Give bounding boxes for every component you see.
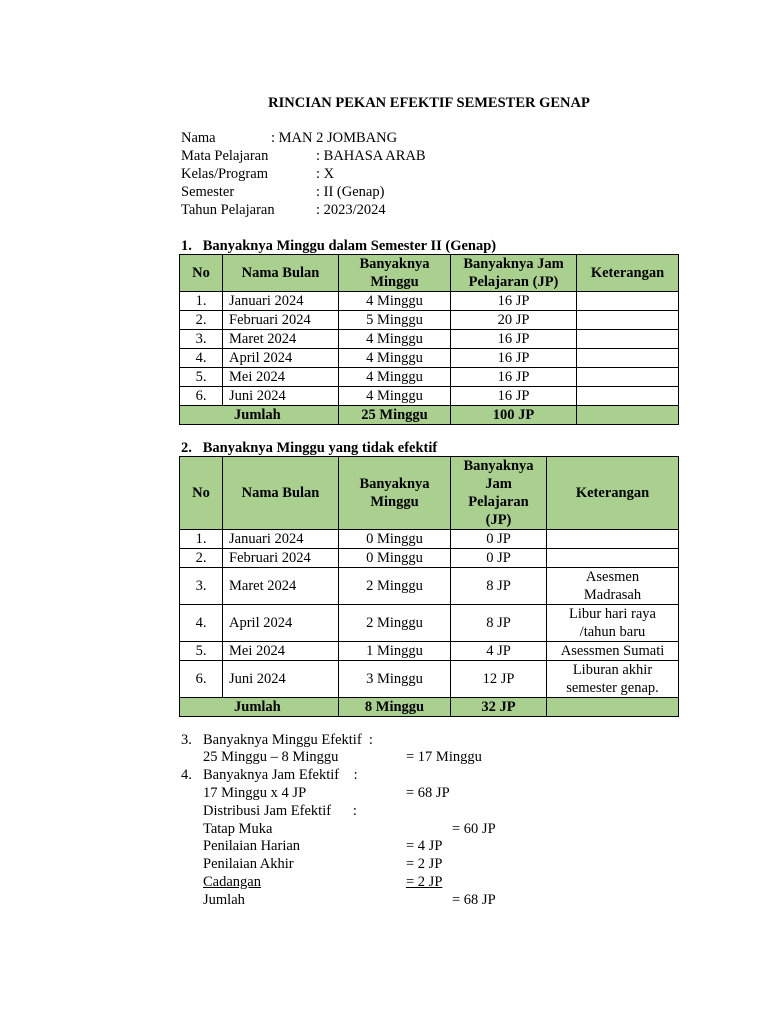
table-row bbox=[180, 292, 679, 311]
cell-minggu: 2 Minggu bbox=[339, 568, 451, 605]
total-minggu: 8 Minggu bbox=[339, 698, 451, 717]
info-value-tahun: : 2023/2024 bbox=[316, 202, 386, 218]
cell-bulan: Januari 2024 bbox=[223, 292, 339, 311]
cell-minggu: 4 Minggu bbox=[339, 368, 451, 387]
cell-bulan: Juni 2024 bbox=[223, 661, 339, 698]
cell-keterangan bbox=[547, 549, 679, 568]
total-keterangan bbox=[547, 698, 679, 717]
cell-jp: 16 JP bbox=[451, 292, 577, 311]
cell-keterangan bbox=[577, 349, 679, 368]
cell-minggu: 4 Minggu bbox=[339, 292, 451, 311]
table-row bbox=[180, 661, 679, 698]
table-row bbox=[180, 387, 679, 406]
header-keterangan: Keterangan bbox=[577, 255, 679, 292]
jumlah-value: = 68 JP bbox=[452, 892, 496, 908]
cell-keterangan bbox=[577, 311, 679, 330]
cell-no: 5. bbox=[180, 642, 223, 661]
section3-label: Banyaknya Minggu Efektif : bbox=[203, 732, 373, 748]
info-label-tahun: Tahun Pelajaran bbox=[181, 202, 275, 218]
cell-bulan: Juni 2024 bbox=[223, 387, 339, 406]
cell-no: 6. bbox=[180, 387, 223, 406]
total-jp: 32 JP bbox=[451, 698, 547, 717]
cell-no: 4. bbox=[180, 349, 223, 368]
cell-no: 3. bbox=[180, 568, 223, 605]
table-row bbox=[180, 330, 679, 349]
cell-minggu: 3 Minggu bbox=[339, 661, 451, 698]
cell-keterangan: Liburan akhir semester genap. bbox=[547, 661, 679, 698]
tatap-muka-value: = 60 JP bbox=[452, 821, 496, 837]
cell-keterangan bbox=[577, 330, 679, 349]
cell-jp: 8 JP bbox=[451, 605, 547, 642]
cell-no: 3. bbox=[180, 330, 223, 349]
cell-jp: 0 JP bbox=[451, 549, 547, 568]
table-row bbox=[180, 605, 679, 642]
cell-jp: 16 JP bbox=[451, 349, 577, 368]
info-label-semester: Semester bbox=[181, 184, 235, 200]
cell-keterangan: Asesmen Madrasah bbox=[547, 568, 679, 605]
penilaian-akhir-value: = 2 JP bbox=[406, 856, 443, 872]
total-keterangan bbox=[577, 406, 679, 425]
info-value-semester: : II (Genap) bbox=[316, 184, 385, 200]
header-no: No bbox=[180, 255, 223, 292]
cell-bulan: Mei 2024 bbox=[223, 642, 339, 661]
header-jam-pelajaran: Banyaknya Jam Pelajaran (JP) bbox=[451, 255, 577, 292]
info-label-kelas: Kelas/Program bbox=[181, 166, 268, 182]
header-jam-pelajaran: Banyaknya Jam Pelajaran (JP) bbox=[451, 457, 547, 530]
cell-minggu: 4 Minggu bbox=[339, 349, 451, 368]
total-minggu: 25 Minggu bbox=[339, 406, 451, 425]
cell-no: 4. bbox=[180, 605, 223, 642]
total-label: Jumlah bbox=[180, 406, 339, 425]
cell-no: 1. bbox=[180, 530, 223, 549]
cell-bulan: Februari 2024 bbox=[223, 549, 339, 568]
section3-result: = 17 Minggu bbox=[406, 749, 482, 765]
table-total-row bbox=[180, 698, 679, 717]
total-jp: 100 JP bbox=[451, 406, 577, 425]
penilaian-akhir-label: Penilaian Akhir bbox=[203, 856, 294, 872]
table-row bbox=[180, 311, 679, 330]
table-row bbox=[180, 568, 679, 605]
jumlah-label: Jumlah bbox=[203, 892, 245, 908]
table-total-row bbox=[180, 406, 679, 425]
effective-weeks-table bbox=[179, 254, 679, 425]
header-keterangan: Keterangan bbox=[547, 457, 679, 530]
info-label-mapel: Mata Pelajaran bbox=[181, 148, 269, 164]
section4-number: 4. bbox=[181, 767, 192, 783]
cell-jp: 8 JP bbox=[451, 568, 547, 605]
cell-no: 2. bbox=[180, 549, 223, 568]
distribution-label: Distribusi Jam Efektif : bbox=[203, 803, 357, 819]
section4-label: Banyaknya Jam Efektif : bbox=[203, 767, 358, 783]
cell-no: 6. bbox=[180, 661, 223, 698]
cell-minggu: 4 Minggu bbox=[339, 330, 451, 349]
cell-minggu: 0 Minggu bbox=[339, 549, 451, 568]
cell-bulan: Mei 2024 bbox=[223, 368, 339, 387]
cell-jp: 16 JP bbox=[451, 330, 577, 349]
cell-no: 1. bbox=[180, 292, 223, 311]
cell-jp: 12 JP bbox=[451, 661, 547, 698]
cell-bulan: April 2024 bbox=[223, 349, 339, 368]
total-label: Jumlah bbox=[180, 698, 339, 717]
cell-jp: 4 JP bbox=[451, 642, 547, 661]
header-no: No bbox=[180, 457, 223, 530]
section4-result: = 68 JP bbox=[406, 785, 450, 801]
cell-bulan: Februari 2024 bbox=[223, 311, 339, 330]
header-banyaknya-minggu: Banyaknya Minggu bbox=[339, 255, 451, 292]
cadangan-value: = 2 JP bbox=[406, 874, 443, 890]
cell-jp: 20 JP bbox=[451, 311, 577, 330]
cell-keterangan bbox=[577, 292, 679, 311]
section3-calc: 25 Minggu – 8 Minggu bbox=[203, 749, 339, 765]
table-row bbox=[180, 530, 679, 549]
cell-minggu: 1 Minggu bbox=[339, 642, 451, 661]
cell-minggu: 5 Minggu bbox=[339, 311, 451, 330]
cell-jp: 16 JP bbox=[451, 368, 577, 387]
cell-no: 5. bbox=[180, 368, 223, 387]
header-nama-bulan: Nama Bulan bbox=[223, 457, 339, 530]
cell-minggu: 4 Minggu bbox=[339, 387, 451, 406]
cell-keterangan bbox=[577, 387, 679, 406]
header-banyaknya-minggu: Banyaknya Minggu bbox=[339, 457, 451, 530]
cell-bulan: Januari 2024 bbox=[223, 530, 339, 549]
header-nama-bulan: Nama Bulan bbox=[223, 255, 339, 292]
penilaian-harian-label: Penilaian Harian bbox=[203, 838, 301, 854]
tatap-muka-label: Tatap Muka bbox=[203, 821, 273, 837]
table-row bbox=[180, 368, 679, 387]
cell-bulan: Maret 2024 bbox=[223, 330, 339, 349]
non-effective-weeks-table bbox=[179, 456, 679, 717]
info-value-nama: : MAN 2 JOMBANG bbox=[271, 130, 398, 146]
cell-jp: 16 JP bbox=[451, 387, 577, 406]
cell-bulan: Maret 2024 bbox=[223, 568, 339, 605]
info-label-nama: Nama bbox=[181, 130, 216, 146]
cadangan-label: Cadangan bbox=[203, 874, 261, 890]
cell-minggu: 2 Minggu bbox=[339, 605, 451, 642]
info-value-mapel: : BAHASA ARAB bbox=[316, 148, 426, 164]
cell-keterangan bbox=[547, 530, 679, 549]
cell-jp: 0 JP bbox=[451, 530, 547, 549]
section1-heading: 1. Banyaknya Minggu dalam Semester II (Genap) bbox=[181, 238, 497, 254]
cell-no: 2. bbox=[180, 311, 223, 330]
cell-keterangan: Libur hari raya /tahun baru bbox=[547, 605, 679, 642]
section4-calc: 17 Minggu x 4 JP bbox=[203, 785, 307, 801]
table-header-row bbox=[180, 457, 679, 530]
table-row bbox=[180, 349, 679, 368]
cell-minggu: 0 Minggu bbox=[339, 530, 451, 549]
document-title: RINCIAN PEKAN EFEKTIF SEMESTER GENAP bbox=[268, 95, 590, 111]
table-header-row bbox=[180, 255, 679, 292]
info-value-kelas: : X bbox=[316, 166, 335, 182]
section2-heading: 2. Banyaknya Minggu yang tidak efektif bbox=[181, 440, 438, 456]
penilaian-harian-value: = 4 JP bbox=[406, 838, 443, 854]
section3-number: 3. bbox=[181, 732, 192, 748]
table-row bbox=[180, 642, 679, 661]
cell-keterangan bbox=[577, 368, 679, 387]
cell-keterangan: Asessmen Sumati bbox=[547, 642, 679, 661]
cell-bulan: April 2024 bbox=[223, 605, 339, 642]
table-row bbox=[180, 549, 679, 568]
